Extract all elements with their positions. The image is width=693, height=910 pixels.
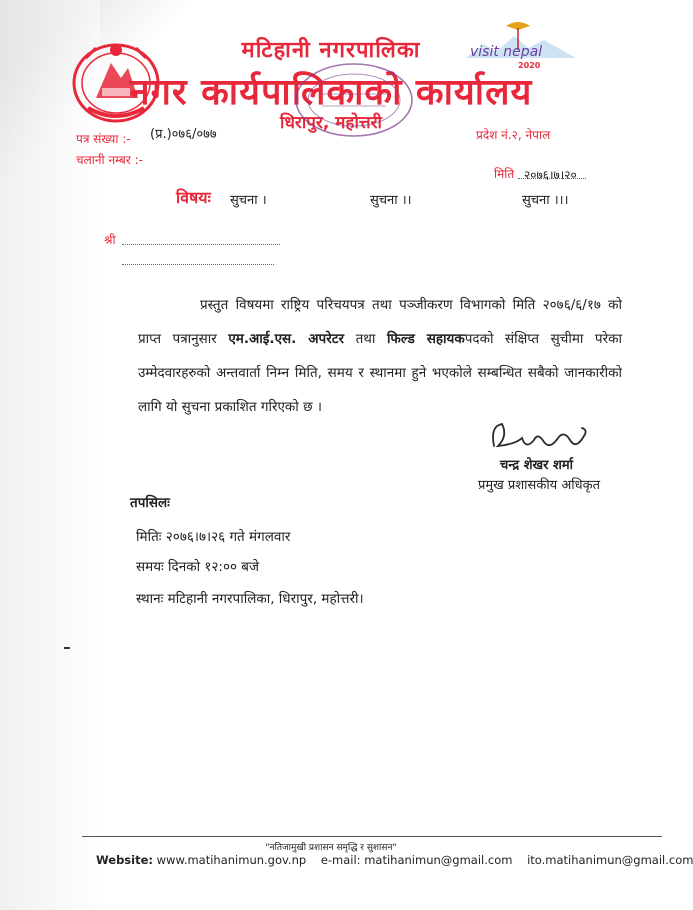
subject-2: सुचना ।। [370,193,412,208]
website-link[interactable]: www.matihanimun.gov.np [156,853,307,867]
footer-divider [82,836,662,837]
pradesh-text: प्रदेश नं.२, नेपाल [476,128,551,142]
email-link-2[interactable]: ito.matihanimun@gmail.com [527,853,693,867]
stray-mark [64,647,70,649]
patra-sankhya-value: (प्र.)०७६/०७७ [150,127,217,142]
office-location: धिरापुर, महोत्तरी [280,113,382,133]
footer-contact [96,853,693,867]
miti-value: २०७६।७।२० [524,168,577,182]
details-place: स्थानः मटिहानी नगरपालिका, धिरापुर, महोत्तरी। [136,591,364,607]
details-date: मितिः २०७६।७।२६ गते मंगलवार [136,529,291,545]
post-mis-operator: एम.आई.एस. अपरेटर [228,331,345,347]
signatory-title: प्रमुख प्रशासकीय अधिकृत [478,478,601,493]
body-paragraph [138,288,622,424]
details-heading: तपसिलः [130,495,170,511]
letter-body [138,288,622,424]
subject-3: सुचना ।।। [522,193,569,208]
email-label: e-mail: [320,853,361,867]
details-time: समयः दिनको १२:०० बजे [136,559,260,575]
office-stamp [292,60,416,140]
email-link-1[interactable]: matihanimun@gmail.com [364,853,513,867]
website-label: Website: [96,853,153,867]
chalani-label: चलानी नम्बर :- [76,153,143,167]
miti-label: मिति [494,167,515,181]
body-part-2: तथा [355,331,376,347]
municipality-name: मटिहानी नगरपालिका [241,38,421,63]
shree-label: श्री [104,233,116,247]
subject-1: सुचना । [230,193,267,208]
footer-motto: "नतिजामुखी प्रशासन समृद्धि र सुशासन" [265,843,397,853]
addressee-line-1 [122,244,280,245]
subject-label: विषयः [176,188,211,207]
body-part-1: प्रस्तुत विषयमा राष्ट्रिय परिचयपत्र तथा पञ्जीकरण विभागको मिति २०७६/६/१७ को प्राप्त पत्रानुसार [138,297,622,347]
visit-logo-text: visit nepal [470,44,543,60]
addressee-line-2 [122,264,274,265]
patra-sankhya-label: पत्र संख्या :- [76,132,131,146]
office-name: नगर कार्यपालिकाको कार्यालय [129,72,533,113]
post-field-assistant: फिल्ड सहायक [386,331,465,347]
visit-logo-year: 2020 [518,61,541,70]
body-part-3: पदको संक्षिप्त सुचीमा परेका उम्मेदवारहरुको अन्तवार्ता निम्न मिति, समय र स्थानमा हुने भएकोले सम्बन्धित सबैको जानकारीको लागि यो सुचना प्रकाशित गरिएको छ । [138,331,622,415]
signatory-name: चन्द्र शेखर शर्मा [500,458,573,473]
